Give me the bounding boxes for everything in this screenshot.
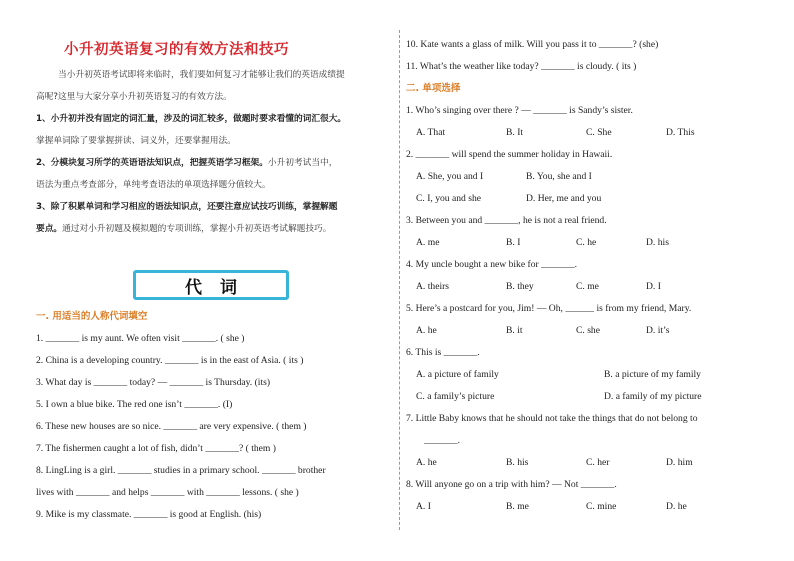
tip-1-text: 掌握单词除了要掌握拼读、词义外，还要掌握用法。 — [36, 136, 236, 146]
mc-option: D. he — [666, 501, 687, 512]
question-line: 5. I own a blue bike. The red one isn’t _______. (I) — [36, 399, 233, 410]
mc-option: B. it — [506, 325, 523, 336]
section-2-heading: 二. 单项选择 — [406, 83, 461, 94]
page-title: 小升初英语复习的有效方法和技巧 — [64, 42, 289, 58]
tip-3-tail: 通过对小升初题及模拟题的专项训练，掌握小升初英语考试解题技巧。 — [62, 224, 332, 234]
mc-question: 7. Little Baby knows that he should not take the things that do not belong to — [406, 413, 698, 424]
mc-option: A. She, you and I — [416, 171, 484, 182]
mc-option: C. me — [576, 281, 599, 292]
tip-2-tail: 小升初考试当中， — [267, 158, 338, 168]
mc-option: A. I — [416, 501, 431, 512]
mc-question-cont: _______. — [424, 435, 460, 446]
mc-option: C. mine — [586, 501, 617, 512]
question-line: 6. These new houses are so nice. _______ are very expensive. ( them ) — [36, 421, 307, 432]
section-title-text: 代词 — [185, 277, 255, 298]
tip-2-text: 语法为重点考查部分，单纯考查语法的单项选择题分值较大。 — [36, 180, 271, 190]
mc-question: 8. Will anyone go on a trip with him? — Not _______. — [406, 479, 617, 490]
mc-question: 4. My uncle bought a new bike for _______. — [406, 259, 578, 270]
mc-option: D. it’s — [646, 325, 670, 336]
mc-option: B. It — [506, 127, 524, 138]
tip-2-line-1 — [36, 157, 337, 169]
intro-line-1: 当小升初英语考试即将来临时，我们要如何复习才能够让我们的英语成绩提 — [58, 70, 345, 80]
mc-option: A. he — [416, 325, 437, 336]
section-title-box — [133, 270, 289, 300]
mc-option: A. he — [416, 457, 437, 468]
tip-3-bold-2: 要点。 — [36, 224, 63, 234]
mc-option: D. I — [646, 281, 661, 292]
tip-3-line-2 — [36, 223, 331, 235]
question-line: 11. What’s the weather like today? _______ is cloudy. ( its ) — [406, 61, 637, 72]
mc-option: C. she — [576, 325, 600, 336]
mc-option: B. I — [506, 237, 521, 248]
question-line: 9. Mike is my classmate. _______ is good at English. (his) — [36, 509, 262, 520]
mc-question: 3. Between you and _______, he is not a real friend. — [406, 215, 607, 226]
mc-option: A. That — [416, 127, 446, 138]
question-line: 3. What day is _______ today? — _______ is Thursday. (its) — [36, 377, 271, 388]
mc-option: C. her — [586, 457, 610, 468]
mc-option: C. She — [586, 127, 612, 138]
question-line: 8. LingLing is a girl. _______ studies in a primary school. _______ brother — [36, 465, 326, 476]
mc-option: B. me — [506, 501, 529, 512]
question-line: 7. The fishermen caught a lot of fish, didn’t _______? ( them ) — [36, 443, 276, 454]
tip-3-bold: 3、除了积累单词和学习相应的语法知识点，还要注意应试技巧训练，掌握解题 — [36, 202, 338, 212]
mc-question: 2. _______ will spend the summer holiday in Hawaii. — [406, 149, 613, 160]
intro-line-2: 高呢?这里与大家分享小升初英语复习的有效方法。 — [36, 92, 232, 102]
tip-1-bold: 1、小升初并没有固定的词汇量，涉及的词汇较多，做题时要求看懂的词汇很大。 — [36, 114, 347, 124]
tip-2-bold: 2、分模块复习所学的英语语法知识点，把握英语学习框架。 — [36, 158, 268, 168]
section-1-heading: 一. 用适当的人称代词填空 — [36, 311, 148, 322]
mc-option: D. Her, me and you — [526, 193, 602, 204]
mc-option: B. You, she and I — [526, 171, 592, 182]
question-line: 2. China is a developing country. _______ is in the east of Asia. ( its ) — [36, 355, 304, 366]
mc-option: D. a family of my picture — [604, 391, 702, 402]
mc-option: C. I, you and she — [416, 193, 482, 204]
mc-option: D. him — [666, 457, 693, 468]
mc-option: A. a picture of family — [416, 369, 499, 380]
question-line: 1. _______ is my aunt. We often visit _______. ( she ) — [36, 333, 245, 344]
mc-option: D. his — [646, 237, 669, 248]
mc-question: 1. Who’s singing over there ? — _______ is Sandy’s sister. — [406, 105, 633, 116]
mc-option: B. his — [506, 457, 529, 468]
question-line: 10. Kate wants a glass of milk. Will you pass it to _______? (she) — [406, 39, 659, 50]
mc-question: 5. Here’s a postcard for you, Jim! — Oh, ______ is from my friend, Mary. — [406, 303, 692, 314]
mc-option: B. they — [506, 281, 534, 292]
mc-option: C. he — [576, 237, 597, 248]
mc-option: C. a family’s picture — [416, 391, 495, 402]
mc-option: A. theirs — [416, 281, 450, 292]
column-divider — [399, 30, 400, 530]
question-line: lives with _______ and helps _______ with _______ lessons. ( she ) — [36, 487, 299, 498]
mc-option: D. This — [666, 127, 695, 138]
mc-question: 6. This is _______. — [406, 347, 480, 358]
mc-option: B. a picture of my family — [604, 369, 701, 380]
mc-option: A. me — [416, 237, 440, 248]
